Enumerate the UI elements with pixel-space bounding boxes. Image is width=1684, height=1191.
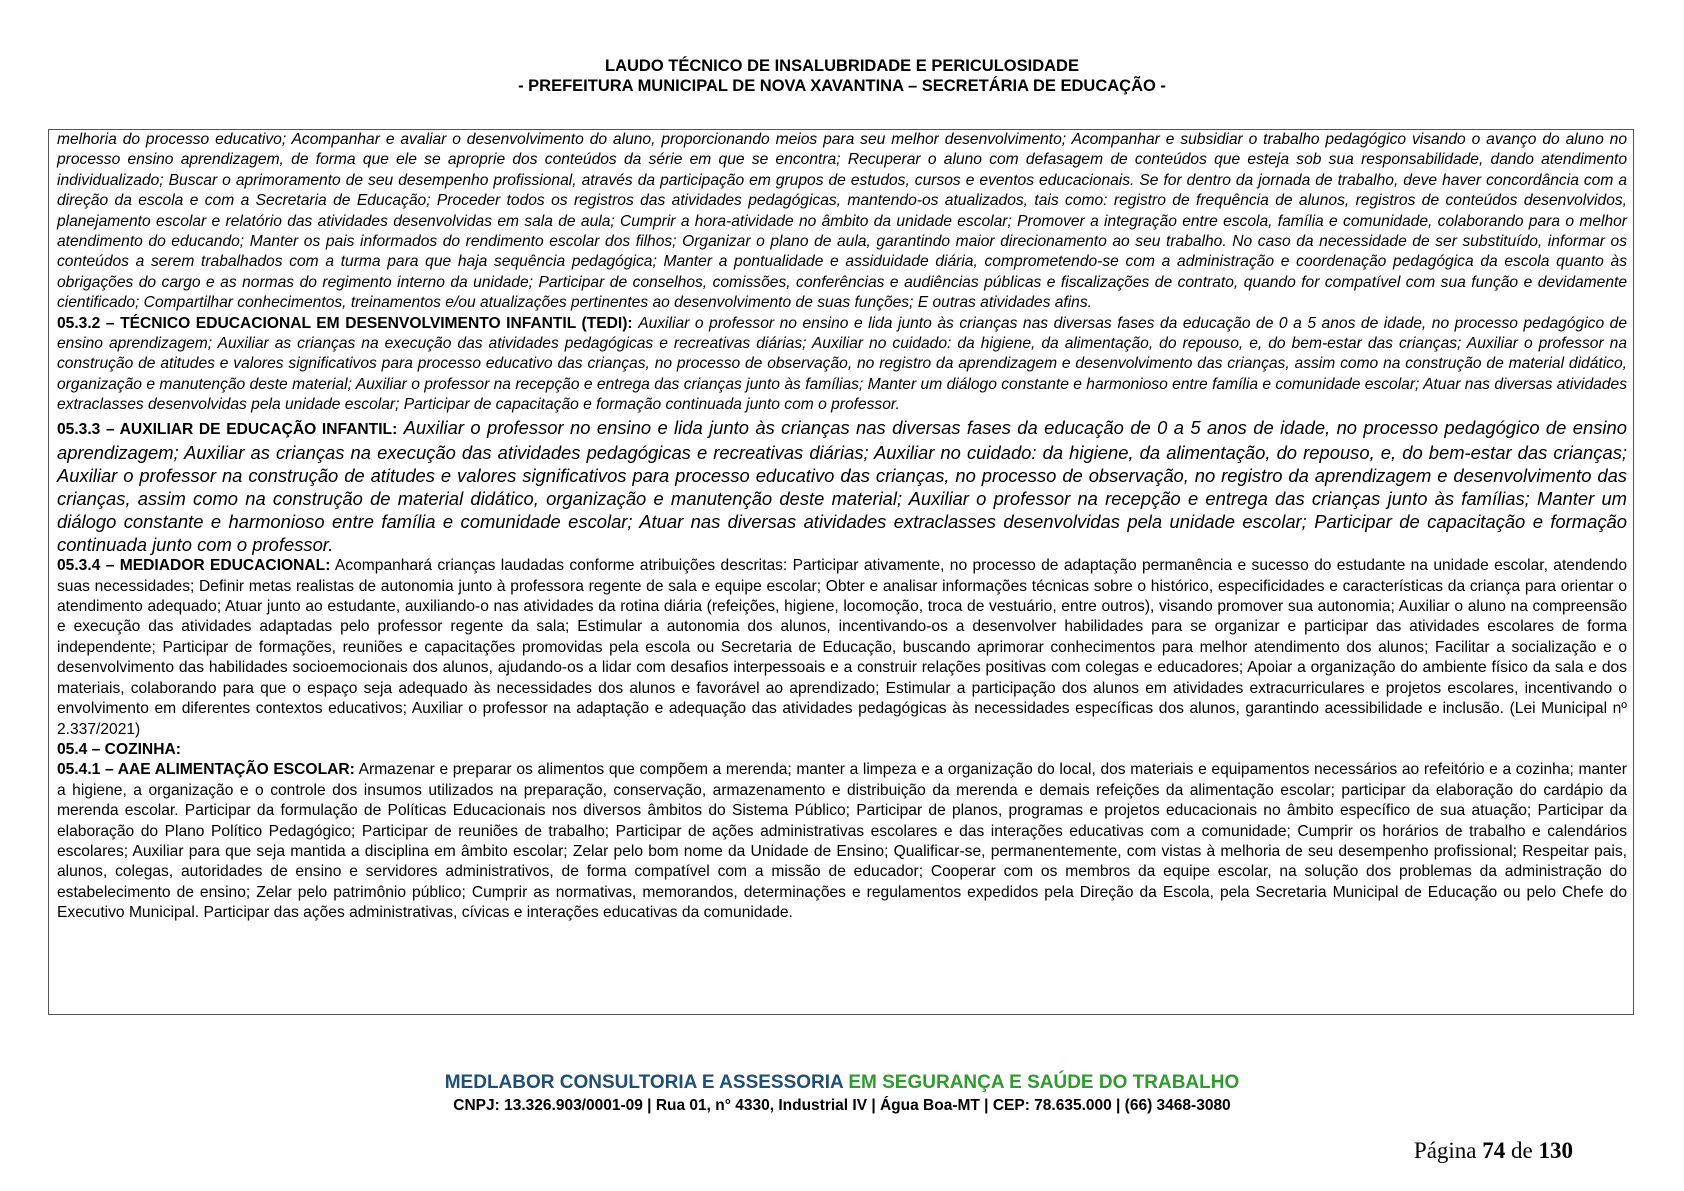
page-total: 130 [1538, 1138, 1573, 1163]
document-header [0, 56, 1684, 96]
tedi-heading: 05.3.2 – TÉCNICO EDUCACIONAL EM DESENVOLVIMENTO INFANTIL (TEDI): [57, 314, 633, 332]
aae-text: Armazenar e preparar os alimentos que compõem a merenda; manter a limpeza e a organização do local, dos materiais e equipamentos necessários ao refeitório e a cozinha; manter a higiene, a organização e o controle dos insumos utilizados na preparação, conservação, armazenamento e distribuição da merenda e demais refeições da alimentação escolar; participar da elaboração do cardápio da merenda escolar. Participar da formulação de Políticas Educacionais nos diversos âmbitos do Sistema Público; Participar de planos, programas e projetos educacionais no âmbito específico de sua atuação; Participar da elaboração do Plano Político Pedagógico; Participar de reuniões de trabalho; Participar de ações administrativas escolares e das interações educativas com a comunidade; Cumprir os horários de trabalho e calendários escolares; Auxiliar para que seja mantida a disciplina em âmbito escolar; Zelar pelo bom nome da Unidade de Ensino; Qualificar-se, permanentemente, com vistas à melhoria de seu desempenho profissional; Respeitar pais, alunos, colegas, autoridades de ensino e servidores administrativos, de forma compatível com a missão de educador; Cooperar com os membros da equipe escolar, na solução dos problemas da administração do estabelecimento de ensino; Zelar pelo patrimônio público; Cumprir as normativas, memorandos, determinações e regulamentos expedidos pela Direção da Escola, pela Secretaria Municipal de Educação ou pelo Chefe do Executivo Municipal. Participar das ações administrativas, cívicas e interações educativas da comunidade. [57, 761, 1627, 922]
mediador-heading: 05.3.4 – MEDIADOR EDUCACIONAL: [57, 557, 331, 575]
page-current: 74 [1482, 1138, 1506, 1163]
mediador-section [57, 556, 1627, 740]
page-label: Página [1413, 1138, 1477, 1163]
cozinha-heading: 05.4 – COZINHA: [57, 740, 181, 758]
header-title-line2: - PREFEITURA MUNICIPAL DE NOVA XAVANTINA – SECRETÁRIA DE EDUCAÇÃO - [518, 77, 1166, 95]
tedi-text: Auxiliar o professor no ensino e lida junto às crianças nas diversas fases da educação de 0 a 5 anos de idade, no processo pedagógico de ensino aprendizagem; Auxiliar as crianças na execução das atividades pedagógicas e recreativas diárias; Auxiliar no cuidado: da higiene, da alimentação, do repouso, e, do bem-estar das crianças; Auxiliar o professor na construção de atitudes e valores significativos para processo educativo das crianças, no processo de observação, no registro da aprendizagem e desenvolvimento das crianças, assim como na construção de material didático, organização e manutenção deste material; Auxiliar o professor na recepção e entrega das crianças junto às famílias; Manter um diálogo constante e harmonioso entre família e comunidade escolar; Atuar nas diversas atividades extraclasses desenvolvidas pela unidade escolar; Participar de capacitação e formação continuada junto com o professor. [57, 314, 1628, 414]
tedi-section [57, 314, 1627, 416]
footer-company-name [0, 1072, 1684, 1094]
auxiliar-heading: 05.3.3 – AUXILIAR DE EDUCAÇÃO INFANTIL: [57, 420, 398, 438]
auxiliar-text: Auxiliar o professor no ensino e lida junto às crianças nas diversas fases da educação de 0 a 5 anos de idade, no processo pedagógico de ensino aprendizagem; Auxiliar as crianças na execução das atividades pedagógicas e recreativas diárias; Auxiliar no cuidado: da higiene, da alimentação, do repouso, e, do bem-estar das crianças; Auxiliar o professor na construção de atitudes e valores significativos para processo educativo das crianças, no processo de observação, no registro da aprendizagem e desenvolvimento das crianças, assim como na construção de material didático, organização e manutenção deste material; Auxiliar o professor na recepção e entrega das crianças junto às famílias; Manter um diálogo constante e harmonioso entre família e comunidade escolar; Atuar nas diversas atividades extraclasses desenvolvidas pela unidade escolar; Participar de capacitação e formação continuada junto com o professor. [57, 416, 1627, 556]
footer-contact-info: CNPJ: 13.326.903/0001-09 | Rua 01, n° 4330, Industrial IV | Água Boa-MT | CEP: 78.635.000 | (66) 3468-3080 [453, 1097, 1231, 1114]
job-descriptions-box [48, 129, 1634, 1015]
intro-paragraph: melhoria do processo educativo; Acompanhar e avaliar o desenvolvimento do aluno, proporcionando meios para seu melhor desenvolvimento; Acompanhar e subsidiar o trabalho pedagógico visando o avanço do aluno no processo ensino aprendizagem, de forma que ele se aproprie dos conteúdos da série em que se encontra; Recuperar o aluno com defasagem de conteúdos que esteja sob sua responsabilidade, dando atendimento individualizado; Buscar o aprimoramento de seu desempenho profissional, através da participação em grupos de estudos, cursos e eventos educacionais. Se for dentro da jornada de trabalho, deve haver concordância com a direção da escola e com a Secretaria de Educação; Proceder todos os registros das atividades pedagógicas, mantendo-os atualizados, tais como: registro de frequência de alunos, registros de conteúdos desenvolvidos, planejamento escolar e relatório das atividades desenvolvidas em sala de aula; Cumprir a hora-atividade no âmbito da unidade escolar; Promover a integração entre escola, família e comunidade, colaborando para o melhor atendimento do educando; Manter os pais informados do rendimento escolar dos filhos; Organizar o plano de aula, garantindo maior direcionamento ao seu trabalho. No caso da necessidade de ser substituído, informar os conteúdos a serem trabalhados com a turma para que haja sequência pedagógica; Manter a pontualidade e assiduidade diária, comprometendo-se com a administração e coordenação pedagógica da escola quanto às obrigações do cargo e as normas do regimento interno da unidade; Participar de conselhos, comissões, conferências e audiências públicas e fiscalizações de contrato, quando for compatível com sua função e devidamente cientificado; Compartilhar conhecimentos, treinamentos e/ou atualizações pertinentes ao desenvolvimento de suas funções; E outras atividades afins. [57, 131, 1627, 312]
company-name-part1: MEDLABOR CONSULTORIA E ASSESSORIA [444, 1072, 844, 1093]
header-title-line1: LAUDO TÉCNICO DE INSALUBRIDADE E PERICULOSIDADE [605, 57, 1079, 75]
auxiliar-section [57, 416, 1627, 557]
aae-section [57, 760, 1627, 923]
aae-heading: 05.4.1 – AAE ALIMENTAÇÃO ESCOLAR: [57, 761, 355, 779]
mediador-text: Acompanhará crianças laudadas conforme atribuições descritas: Participar ativamente, no processo de adaptação permanência e sucesso do estudante na unidade escolar, atendendo suas necessidades; Definir metas realistas de autonomia junto à professora regente de sala e equipe escolar; Obter e analisar informações técnicas sobre o histórico, especificidades e características da criança para orientar o atendimento adequado; Atuar junto ao estudante, auxiliando-o nas atividades da rotina diária (refeições, higiene, locomoção, troca de vestuário, entre outros), visando promover sua autonomia; Auxiliar o aluno na compreensão e execução das atividades adaptadas pelo professor regente da sala; Estimular a autonomia dos alunos, incentivando-os a desenvolver habilidades para se organizar e participar das atividades escolares de forma independente; Participar de formações, reuniões e capacitações promovidas pela escola ou Secretaria de Educação, buscando aprimorar conhecimentos para melhor atendimento dos alunos; Facilitar a socialização e o desenvolvimento das habilidades socioemocionais dos alunos, ajudando-os a lidar com desafios interpessoais e a construir relações positivas com colegas e educadores; Apoiar a organização do ambiente físico da sala e dos materiais, colaborando para que o espaço seja adequado às necessidades dos alunos e favorável ao aprendizado; Estimular a participação dos alunos em atividades extracurriculares e projetos escolares, incentivando o envolvimento em diferentes contextos educativos; Auxiliar o professor na adaptação e adequação das atividades pedagógicas às necessidades específicas dos alunos, garantindo acessibilidade e inclusão. (Lei Municipal nº 2.337/2021) [57, 557, 1627, 738]
page-number [1414, 1138, 1573, 1164]
page-of: de [1511, 1138, 1533, 1163]
company-name-part2: EM SEGURANÇA E SAÚDE DO TRABALHO [848, 1072, 1240, 1093]
